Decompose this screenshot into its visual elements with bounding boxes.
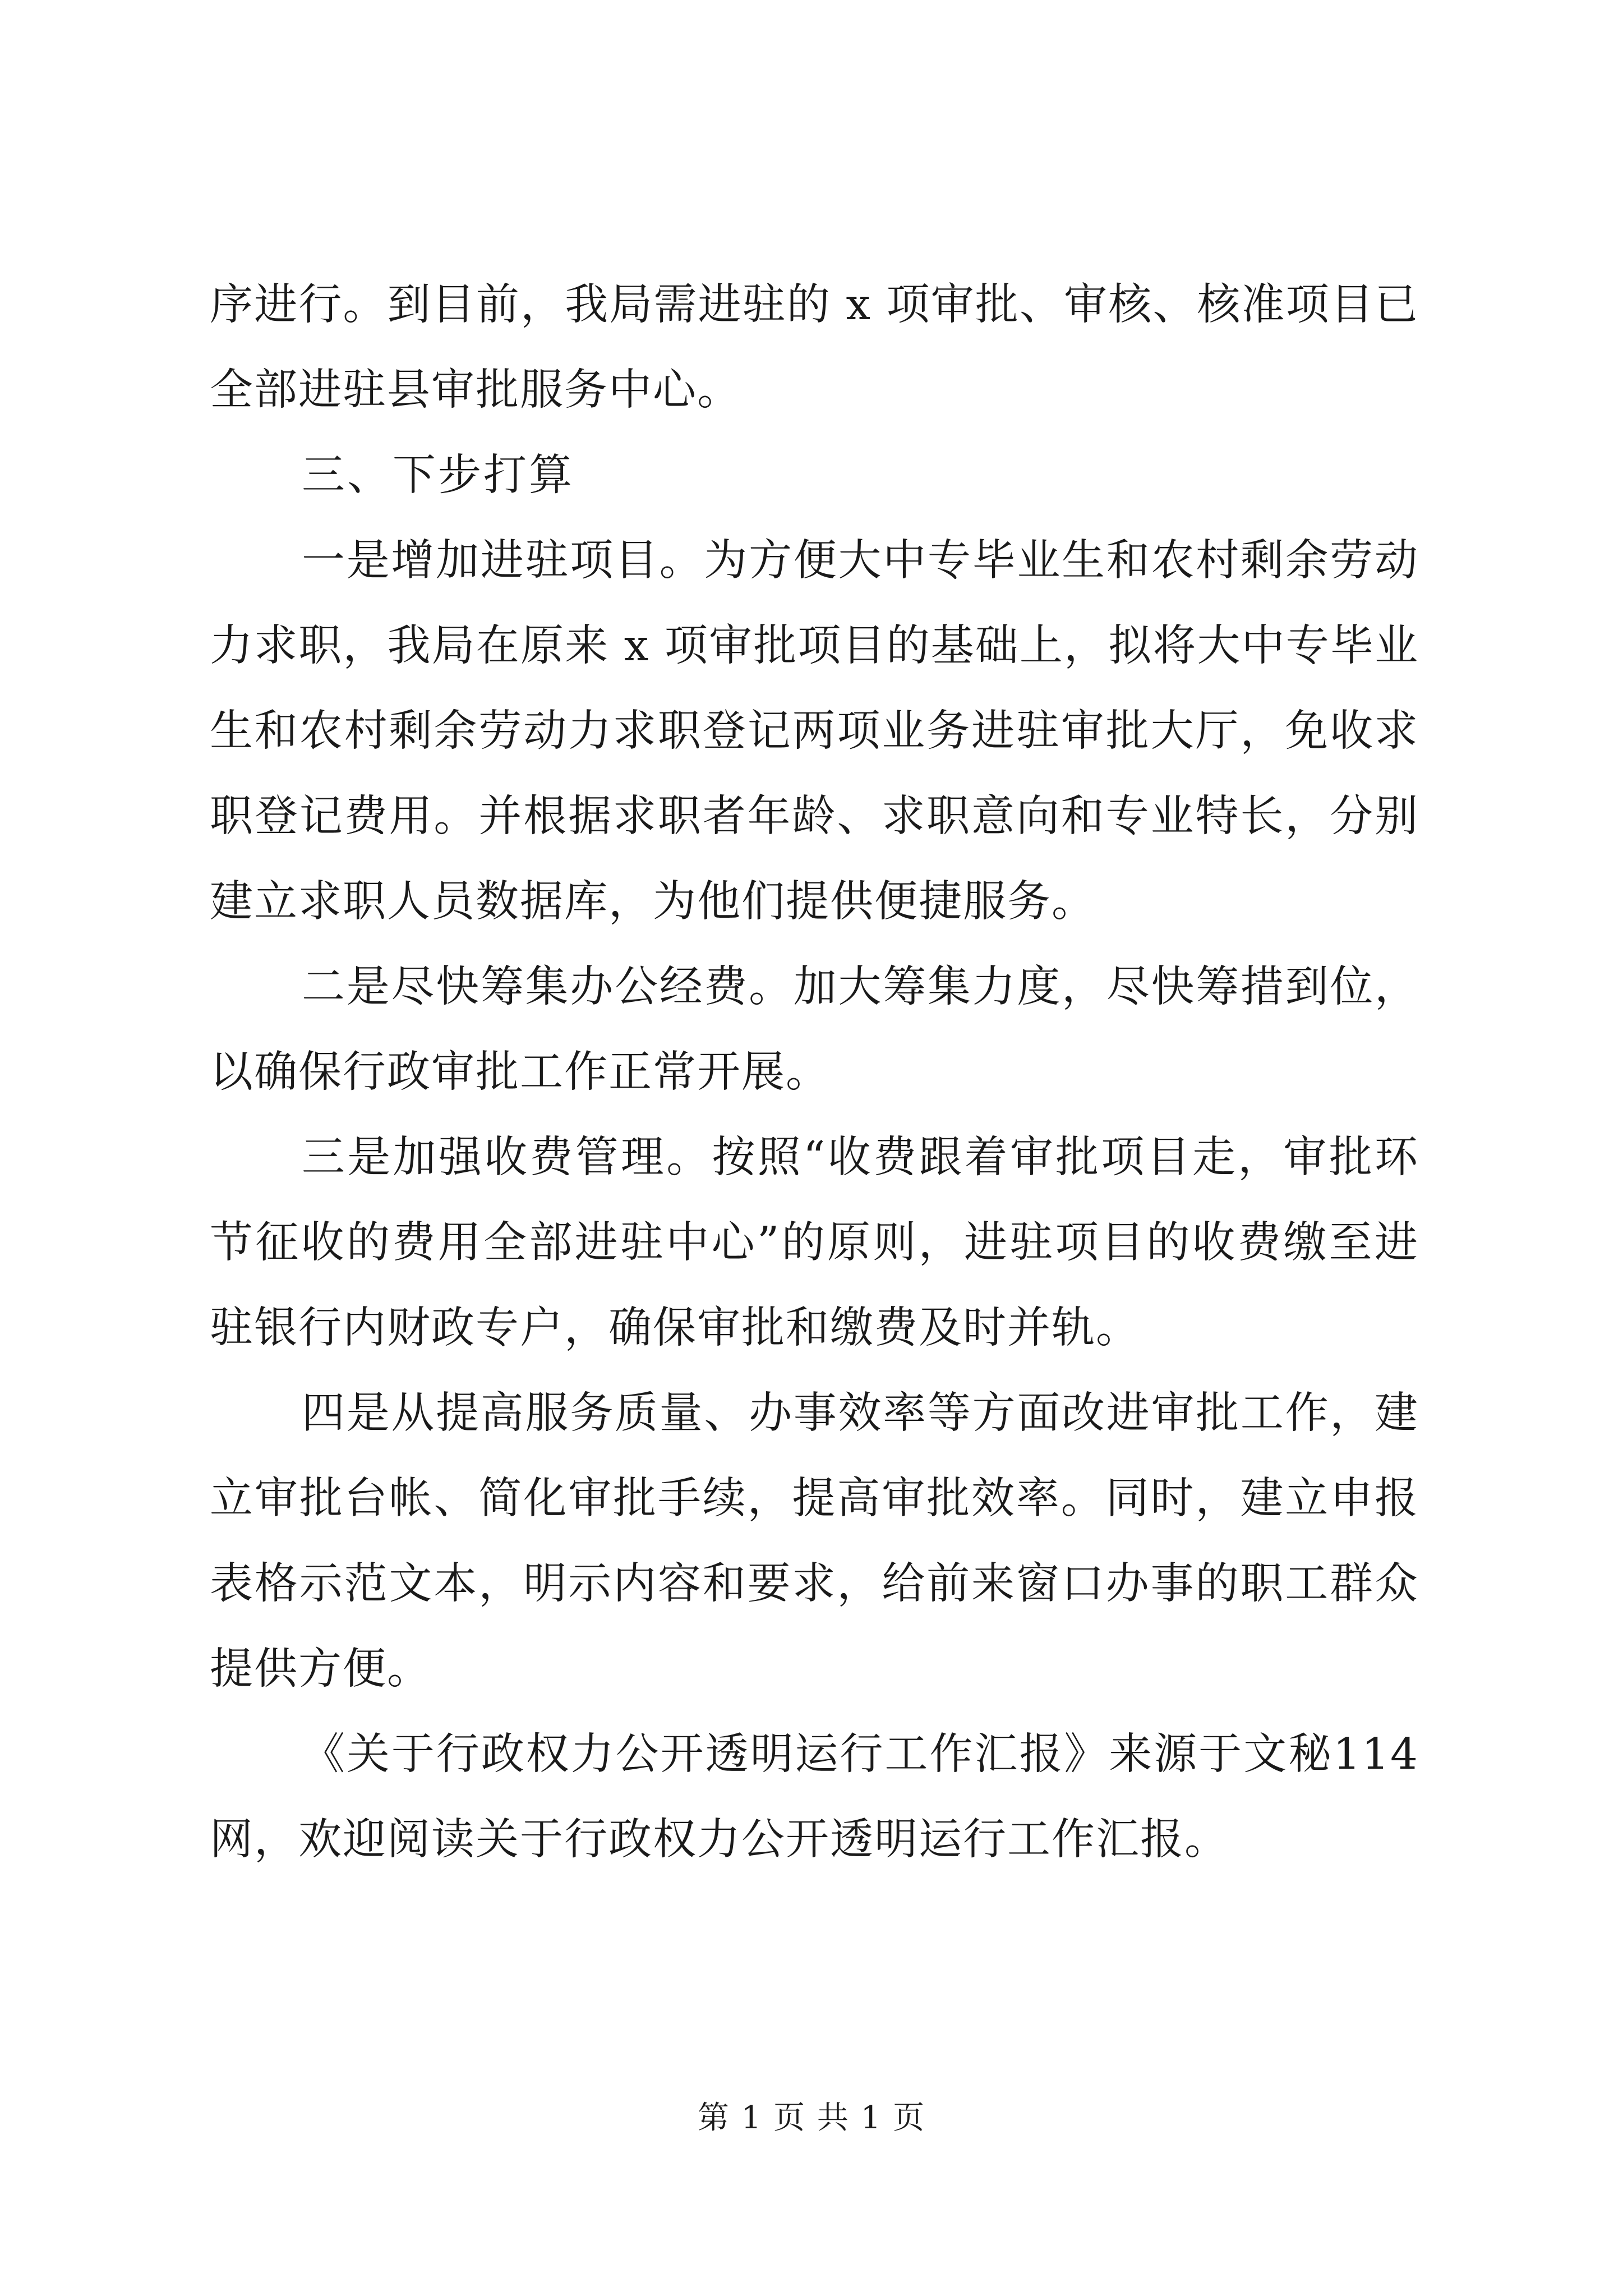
paragraph-item-4: 四是从提高服务质量、办事效率等方面改进审批工作，建立审批台帐、简化审批手续，提高审批效率。同时，建立申报表格示范文本，明示内容和要求，给前来窗口办事的职工群众提供方便。 xyxy=(210,1388,1419,1694)
source-note: 《关于行政权力公开透明运行工作汇报》来源于文秘114网，欢迎阅读关于行政权力公开透明运行工作汇报。 xyxy=(210,1729,1419,1865)
paragraph-continuation: 序进行。到目前，我局需进驻的 x 项审批、审核、核准项目已全部进驻县审批服务中心。 xyxy=(210,280,1419,415)
paragraph-item-2: 二是尽快筹集办公经费。加大筹集力度，尽快筹措到位，以确保行政审批工作正常开展。 xyxy=(210,962,1419,1097)
section-heading: 三、下步打算 xyxy=(302,450,574,500)
paragraph-item-1: 一是增加进驻项目。为方便大中专毕业生和农村剩余劳动力求职，我局在原来 x 项审批项目的基础上，拟将大中专毕业生和农村剩余劳动力求职登记两项业务进驻审批大厅，免收求职登记费用。并根据求职者年龄、求职意向和专业特长，分别建立求职人员数据库，为他们提供便捷服务。 xyxy=(210,536,1419,927)
paragraph-item-3: 三是加强收费管理。按照“收费跟着审批项目走，审批环节征收的费用全部进驻中心”的原则，进驻项目的收费缴至进驻银行内财政专户，确保审批和缴费及时并轨。 xyxy=(210,1133,1419,1353)
page-footer: 第 1 页 共 1 页 xyxy=(697,2100,926,2136)
document-body xyxy=(210,263,1419,1883)
